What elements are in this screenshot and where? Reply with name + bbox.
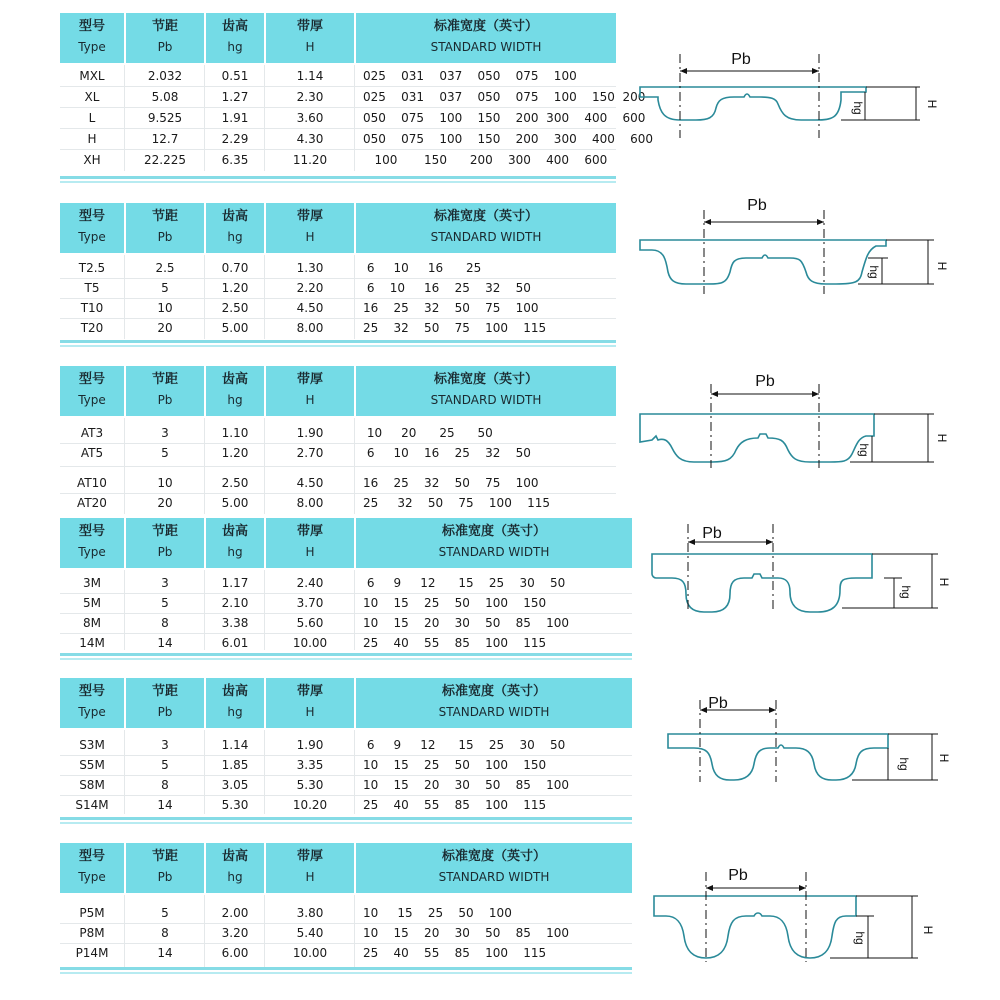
thickness-cell: 10.00: [292, 946, 328, 960]
tooth-height-label: hg: [867, 265, 881, 279]
type-cell: P14M: [75, 946, 109, 960]
tooth-header-en: hg: [227, 230, 243, 244]
widths-cell: 6 10 16 25 32 50: [363, 281, 531, 295]
pitch-cell: 5: [161, 906, 169, 920]
widths-cell: 10 15 25 50 100: [363, 906, 512, 920]
tooth-height-cell: 3.05: [221, 778, 249, 792]
pitch-cell: 10: [157, 301, 173, 315]
thickness-cell: 8.00: [296, 496, 324, 510]
table-row: [60, 129, 654, 149]
widths-cell: 025 031 037 050 075 100: [363, 69, 577, 83]
belt-table-s-series: [60, 678, 632, 823]
table-header: [60, 843, 632, 893]
tooth-height-label: hg: [853, 931, 867, 945]
thickness-header-en: H: [305, 393, 315, 407]
thickness-header-en: H: [305, 545, 315, 559]
belt-profile-diagram-2: [636, 188, 949, 298]
pitch-cell: 5: [161, 596, 169, 610]
thickness-cell: 2.40: [296, 576, 324, 590]
tooth-height-cell: 0.51: [221, 69, 249, 83]
tooth-height-cell: 1.20: [221, 446, 249, 460]
pitch-cell: 20: [157, 496, 173, 510]
thickness-cell: 5.60: [296, 616, 324, 630]
tooth-height-cell: 0.70: [221, 261, 249, 275]
type-cell: MXL: [79, 69, 105, 83]
thickness-cell: 5.30: [296, 778, 324, 792]
tooth-header-cn: 齿高: [221, 19, 248, 34]
pitch-cell: 3: [161, 426, 169, 440]
thickness-cell: 10.00: [292, 636, 328, 650]
widths-cell: 050 075 100 150 200 300 400 600: [363, 132, 654, 146]
tooth-height-label: hg: [899, 585, 913, 599]
thickness-header-cn: 带厚: [296, 684, 323, 699]
pitch-label: Pb: [731, 51, 751, 68]
thickness-cell: 3.35: [296, 758, 324, 772]
thickness-label: H: [921, 925, 935, 935]
width-header-cn: 标准宽度（英寸）: [433, 372, 538, 387]
tooth-height-cell: 6.00: [221, 946, 249, 960]
pitch-cell: 9.525: [147, 111, 183, 125]
pitch-cell: 2.032: [147, 69, 183, 83]
widths-cell: 10 15 20 30 50 85 100: [363, 778, 570, 792]
thickness-cell: 3.80: [296, 906, 324, 920]
type-header-cn: 型号: [78, 209, 105, 224]
belt-profile-diagram-4: [636, 520, 951, 620]
pitch-cell: 5: [161, 281, 169, 295]
tooth-header-en: hg: [227, 545, 243, 559]
type-cell: T10: [80, 301, 104, 315]
pitch-cell: 14: [157, 946, 173, 960]
widths-cell: 25 40 55 85 100 115: [363, 636, 547, 650]
type-cell: XH: [83, 153, 101, 167]
tooth-header-en: hg: [227, 393, 243, 407]
tooth-height-cell: 3.38: [221, 616, 249, 630]
tooth-height-cell: 1.14: [221, 738, 249, 752]
belt-table-at-series: [60, 366, 630, 516]
type-header-en: Type: [78, 705, 106, 719]
pitch-cell: 14: [157, 636, 173, 650]
thickness-cell: 4.50: [296, 476, 324, 490]
table-row: [60, 66, 616, 86]
pitch-label: Pb: [728, 867, 748, 884]
tooth-height-label: hg: [857, 443, 871, 457]
belt-table-m-series: [60, 518, 632, 663]
thickness-label: H: [935, 261, 949, 271]
tooth-height-cell: 1.20: [221, 281, 249, 295]
thickness-cell: 11.20: [292, 153, 328, 167]
type-header-en: Type: [78, 545, 106, 559]
widths-cell: 25 40 55 85 100 115: [363, 798, 547, 812]
tooth-height-label: hg: [897, 757, 911, 771]
type-cell: S14M: [75, 798, 109, 812]
pitch-cell: 3: [161, 738, 169, 752]
type-header-cn: 型号: [78, 524, 105, 539]
pitch-header-en: Pb: [157, 870, 173, 884]
type-header-cn: 型号: [78, 684, 105, 699]
tooth-height-cell: 6.01: [221, 636, 249, 650]
belt-table-mxl-series: [60, 13, 654, 183]
pitch-label: Pb: [755, 373, 775, 390]
thickness-cell: 4.30: [296, 132, 324, 146]
table-row: [60, 593, 632, 613]
pitch-cell: 3: [161, 576, 169, 590]
widths-cell: 10 15 20 30 50 85 100: [363, 926, 570, 940]
tooth-height-cell: 1.27: [221, 90, 249, 104]
pitch-label: Pb: [708, 695, 728, 712]
type-header-cn: 型号: [78, 372, 105, 387]
pitch-header-cn: 节距: [151, 209, 178, 224]
belt-profile-diagram-3: [636, 368, 949, 478]
table-row: [60, 108, 646, 128]
tooth-height-cell: 5.00: [221, 321, 249, 335]
pitch-header-cn: 节距: [151, 684, 178, 699]
tooth-height-cell: 1.85: [221, 758, 249, 772]
tooth-header-cn: 齿高: [221, 684, 248, 699]
table-row: [60, 923, 632, 943]
thickness-header-cn: 带厚: [296, 849, 323, 864]
tooth-header-cn: 齿高: [221, 524, 248, 539]
widths-cell: 6 9 12 15 25 30 50: [363, 576, 566, 590]
thickness-label: H: [935, 433, 949, 443]
widths-cell: 25 32 50 75 100 115: [363, 496, 550, 510]
pitch-cell: 22.225: [144, 153, 186, 167]
thickness-label: H: [937, 577, 951, 587]
widths-cell: 16 25 32 50 75 100: [363, 301, 539, 315]
table-row: [60, 775, 632, 795]
tooth-height-cell: 1.10: [221, 426, 249, 440]
widths-cell: 100 150 200 300 400 600: [363, 153, 608, 167]
table-row: [60, 903, 632, 923]
pitch-header-cn: 节距: [151, 19, 178, 34]
widths-cell: 025 031 037 050 075 100 150 200: [363, 90, 646, 104]
tooth-height-cell: 2.00: [221, 906, 249, 920]
widths-cell: 050 075 100 150 200 300 400 600: [363, 111, 646, 125]
thickness-cell: 1.90: [296, 426, 324, 440]
tooth-height-cell: 2.50: [221, 476, 249, 490]
type-cell: 8M: [83, 616, 101, 630]
width-header-cn: 标准宽度（英寸）: [441, 524, 546, 539]
widths-cell: 25 32 50 75 100 115: [363, 321, 547, 335]
type-cell: S8M: [79, 778, 105, 792]
thickness-label: H: [925, 99, 939, 109]
pitch-cell: 10: [157, 476, 173, 490]
table-header: [60, 678, 632, 728]
table-row: [60, 150, 616, 170]
width-header-cn: 标准宽度（英寸）: [441, 849, 546, 864]
widths-cell: 10 15 25 50 100 150: [363, 596, 547, 610]
pitch-cell: 20: [157, 321, 173, 335]
thickness-cell: 5.40: [296, 926, 324, 940]
pitch-cell: 5: [161, 446, 169, 460]
thickness-cell: 10.20: [292, 798, 328, 812]
table-header: [60, 13, 616, 63]
type-cell: AT3: [80, 426, 104, 440]
table-row: [60, 318, 616, 338]
widths-cell: 10 20 25 50: [363, 426, 493, 440]
type-cell: S3M: [79, 738, 105, 752]
table-header: [60, 203, 616, 253]
tooth-height-cell: 1.17: [221, 576, 249, 590]
widths-cell: 10 15 20 30 50 85 100: [363, 616, 570, 630]
thickness-cell: 8.00: [296, 321, 324, 335]
thickness-header-en: H: [305, 870, 315, 884]
width-header-en: STANDARD WIDTH: [430, 393, 542, 407]
thickness-label: H: [937, 753, 951, 763]
pitch-header-en: Pb: [157, 393, 173, 407]
tooth-height-cell: 2.10: [221, 596, 249, 610]
tooth-height-cell: 2.50: [221, 301, 249, 315]
width-header-cn: 标准宽度（英寸）: [433, 19, 538, 34]
table-row: [60, 443, 616, 463]
type-cell: P8M: [79, 926, 105, 940]
pitch-header-cn: 节距: [151, 372, 178, 387]
thickness-header-en: H: [305, 230, 315, 244]
pitch-header-en: Pb: [157, 705, 173, 719]
tooth-height-label: hg: [851, 101, 865, 115]
tooth-header-en: hg: [227, 40, 243, 54]
pitch-cell: 14: [157, 798, 173, 812]
width-header-en: STANDARD WIDTH: [430, 230, 542, 244]
pitch-cell: 8: [161, 778, 169, 792]
type-cell: S5M: [79, 758, 105, 772]
widths-cell: 10 15 25 50 100 150: [363, 758, 547, 772]
type-cell: T20: [80, 321, 104, 335]
type-header-en: Type: [78, 870, 106, 884]
table-row: [60, 278, 616, 298]
pitch-header-en: Pb: [157, 40, 173, 54]
tooth-header-cn: 齿高: [221, 372, 248, 387]
pitch-header-cn: 节距: [151, 524, 178, 539]
type-cell: L: [88, 111, 96, 125]
tooth-height-cell: 5.00: [221, 496, 249, 510]
type-header-cn: 型号: [78, 849, 105, 864]
belt-profile-diagram-6: [636, 862, 946, 972]
pitch-cell: 8: [161, 926, 169, 940]
thickness-cell: 1.90: [296, 738, 324, 752]
table-header: [60, 518, 632, 568]
pitch-cell: 5.08: [151, 90, 179, 104]
type-cell: T2.5: [78, 261, 106, 275]
tooth-height-cell: 3.20: [221, 926, 249, 940]
type-cell: XL: [84, 90, 100, 104]
pitch-label: Pb: [702, 525, 722, 542]
table-row: [60, 87, 646, 107]
table-row: [60, 258, 616, 278]
type-cell: P5M: [79, 906, 105, 920]
widths-cell: 6 10 16 25 32 50: [363, 446, 531, 460]
type-cell: T5: [84, 281, 100, 295]
thickness-header-en: H: [305, 40, 315, 54]
widths-cell: 16 25 32 50 75 100: [363, 476, 539, 490]
tooth-header-en: hg: [227, 705, 243, 719]
thickness-cell: 4.50: [296, 301, 324, 315]
thickness-header-cn: 带厚: [296, 372, 323, 387]
belt-table-t-series: [60, 203, 616, 348]
type-cell: 5M: [83, 596, 101, 610]
table-row: [60, 573, 632, 593]
width-header-cn: 标准宽度（英寸）: [433, 209, 538, 224]
thickness-header-cn: 带厚: [296, 19, 323, 34]
pitch-header-cn: 节距: [151, 849, 178, 864]
table-row: [60, 493, 616, 513]
type-header-cn: 型号: [78, 19, 105, 34]
table-row: [60, 943, 632, 963]
type-cell: 14M: [79, 636, 105, 650]
widths-cell: 6 9 12 15 25 30 50: [363, 738, 566, 752]
thickness-cell: 3.70: [296, 596, 324, 610]
thickness-header-cn: 带厚: [296, 209, 323, 224]
pitch-cell: 2.5: [155, 261, 175, 275]
pitch-cell: 12.7: [151, 132, 179, 146]
pitch-header-en: Pb: [157, 230, 173, 244]
table-row: [60, 423, 616, 443]
widths-cell: 6 10 16 25: [363, 261, 482, 275]
type-header-en: Type: [78, 40, 106, 54]
thickness-cell: 2.70: [296, 446, 324, 460]
pitch-header-en: Pb: [157, 545, 173, 559]
thickness-cell: 2.30: [296, 90, 324, 104]
table-row: [60, 613, 632, 633]
tooth-height-cell: 2.29: [221, 132, 249, 146]
type-cell: H: [87, 132, 97, 146]
thickness-cell: 1.30: [296, 261, 324, 275]
type-header-en: Type: [78, 230, 106, 244]
pitch-label: Pb: [747, 197, 767, 214]
width-header-en: STANDARD WIDTH: [430, 40, 542, 54]
widths-cell: 25 40 55 85 100 115: [363, 946, 547, 960]
width-header-en: STANDARD WIDTH: [438, 705, 550, 719]
belt-profile-diagram-5: [636, 690, 951, 790]
thickness-header-en: H: [305, 705, 315, 719]
table-row: [60, 298, 616, 318]
belt-profile-diagram-1: [636, 42, 939, 152]
tooth-header-cn: 齿高: [221, 209, 248, 224]
thickness-cell: 1.14: [296, 69, 324, 83]
table-row: [60, 795, 632, 815]
width-header-cn: 标准宽度（英寸）: [441, 684, 546, 699]
width-header-en: STANDARD WIDTH: [438, 870, 550, 884]
table-header: [60, 366, 616, 416]
type-cell: AT10: [77, 476, 107, 490]
table-row: [60, 633, 632, 653]
table-row: [60, 735, 632, 755]
table-row: [60, 473, 616, 493]
pitch-cell: 8: [161, 616, 169, 630]
type-cell: AT20: [77, 496, 107, 510]
belt-table-p-series: [60, 843, 632, 983]
type-cell: 3M: [83, 576, 101, 590]
type-cell: AT5: [80, 446, 104, 460]
tooth-header-en: hg: [227, 870, 243, 884]
tooth-height-cell: 6.35: [221, 153, 249, 167]
tooth-height-cell: 1.91: [221, 111, 249, 125]
tooth-header-cn: 齿高: [221, 849, 248, 864]
width-header-en: STANDARD WIDTH: [438, 545, 550, 559]
thickness-cell: 2.20: [296, 281, 324, 295]
tooth-height-cell: 5.30: [221, 798, 249, 812]
pitch-cell: 5: [161, 758, 169, 772]
thickness-header-cn: 带厚: [296, 524, 323, 539]
table-row: [60, 755, 632, 775]
thickness-cell: 3.60: [296, 111, 324, 125]
type-header-en: Type: [78, 393, 106, 407]
